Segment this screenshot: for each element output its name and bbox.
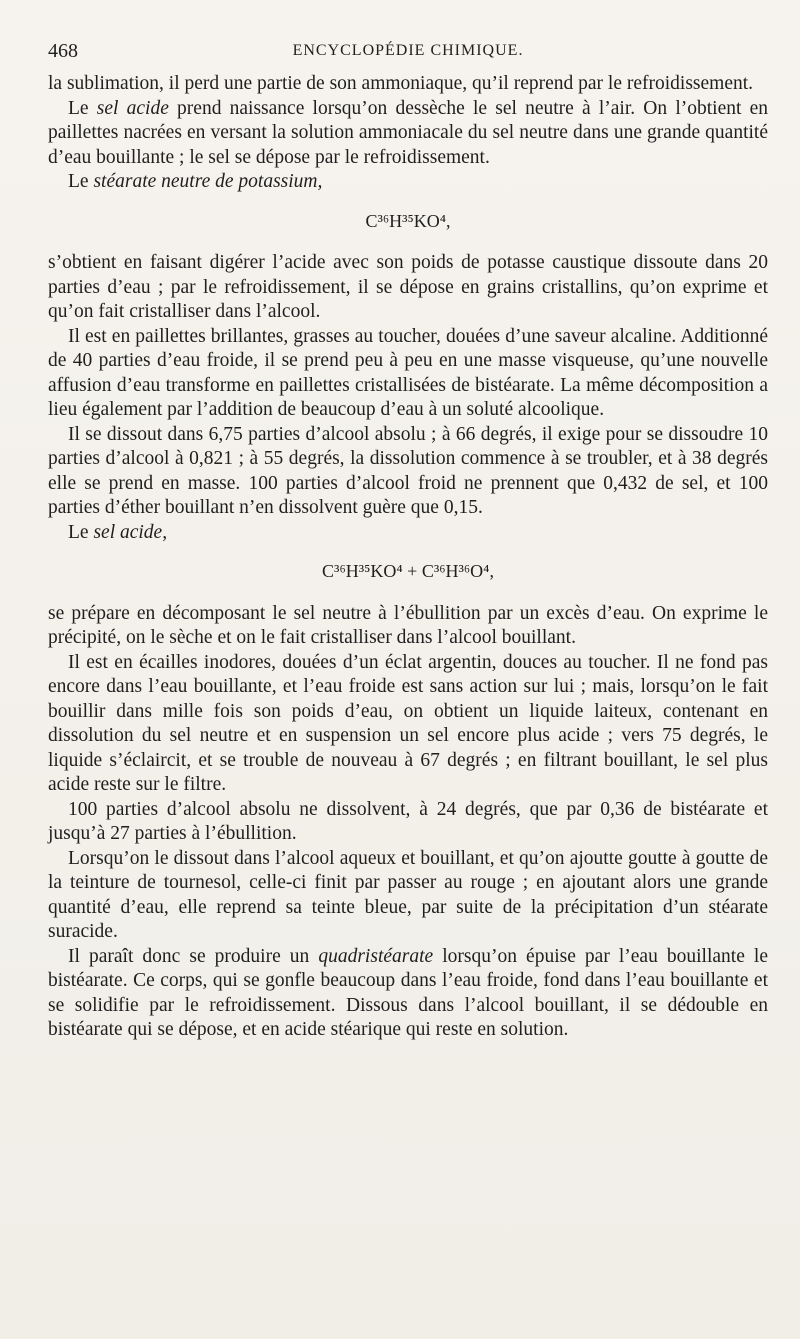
paragraph-sel-acide-heading: [48, 521, 768, 546]
paragraph-continuation: la sublimation, il perd une partie de son ammoniaque, qu’il reprend par le refroidissement.: [48, 73, 754, 94]
emphasis-term: sel acide: [96, 97, 169, 119]
paragraph-quadristearate: [48, 945, 768, 1043]
paragraph-acid-solubility: 100 parties d’alcool absolu ne dissolvent, à 24 degrés, que par 0,36 de bistéarate et jusqu’à 27 parties à l’ébullition.: [48, 798, 768, 844]
chemical-formula-1: C³⁶H³⁵KO⁴,: [365, 210, 451, 231]
body-text: [48, 72, 768, 1043]
paragraph-sel-acide: [48, 97, 768, 171]
running-title: ENCYCLOPÉDIE CHIMIQUE.: [292, 42, 524, 59]
paragraph-solubility: Il se dissout dans 6,75 parties d’alcool absolu ; à 66 degrés, il exige pour se dissoudre 10 parties d’alcool à 0,821 ; à 55 degrés, la dissolution commence à se troubler, et à 38 degrés elle se prend en masse. 100 parties d’alcool froid ne prennent que 0,432 de sel, et 100 parties d’éther bouillant n’en dissolvent guère que 0,15.: [48, 423, 768, 518]
paragraph-properties: Il est en paillettes brillantes, grasses au toucher, douées d’une saveur alcaline. Additionné de 40 parties d’eau froide, il se prend peu à peu en une masse visqueuse, qu’une nouvelle affusion d’eau transforme en paillettes cristallisées de bistéarate. La même décomposition a lieu également par l’addition de beaucoup d’eau à un soluté alcoolique.: [48, 325, 768, 420]
text-run: Le: [68, 171, 94, 192]
emphasis-term: sel acide,: [93, 521, 168, 543]
page-header: [48, 40, 768, 68]
text-run: lorsqu’on épuise par l’eau bouillante le bistéarate. Ce corps, qui se gonfle beaucoup dans l’eau froide, fond dans l’eau bouillante et se solidifie par le refroidissement. Dissous dans l’alcool bouillant, il se dédouble en bistéarate qui se dépose, et en acide stéarique qui reste en solution.: [48, 945, 768, 1040]
page-number: 468: [48, 40, 78, 62]
chemical-formula-2: C³⁶H³⁵KO⁴ + C³⁶H³⁶O⁴,: [322, 561, 494, 581]
text-run: Il paraît donc se produire un: [68, 945, 319, 967]
text-run: Le: [68, 97, 97, 119]
text-run: Le: [68, 521, 94, 543]
emphasis-term: stéarate neutre de potassium,: [93, 171, 323, 192]
paragraph-acid-properties: Il est en écailles inodores, douées d’un éclat argentin, douces au toucher. Il ne fond pas encore dans l’eau bouillante, et l’eau froide est sans action sur lui ; mais, lorsqu’on le fait bouillir dans mille fois son poids d’eau, on obtient un liquide laiteux, contenant en dissolution du sel neutre et en suspension un sel encore plus acide ; vers 75 degrés, le liquide s’éclaircit, et se trouble de nouveau à 67 degrés ; en filtrant bouillant, le sel plus acide reste sur le filtre.: [48, 651, 768, 795]
paragraph-litmus: Lorsqu’on le dissout dans l’alcool aqueux et bouillant, et qu’on ajoutte goutte à goutte de la teinture de tournesol, celle-ci finit par passer au rouge ; en ajoutant alors une grande quantité d’eau, elle reprend sa teinte bleue, par suite de la précipitation d’un stéarate suracide.: [48, 847, 768, 942]
text-run: prend naissance lorsqu’on dessèche le sel neutre à l’air. On l’obtient en paillettes nacrées en versant la solution ammoniacale du sel neutre dans une grande quantité d’eau bouillante ; le sel se dépose par le refroidissement.: [48, 97, 768, 168]
paragraph-stearate-heading: [48, 170, 768, 195]
emphasis-term: quadristéarate: [318, 945, 434, 967]
paragraph-acid-preparation: se prépare en décomposant le sel neutre à l’ébullition par un excès d’eau. On exprime le précipité, on le sèche et on le fait cristalliser dans l’alcool bouillant.: [48, 602, 768, 648]
paragraph-preparation: s’obtient en faisant digérer l’acide avec son poids de potasse caustique dissoute dans 20 parties d’eau ; par le refroidissement, il se dépose en grains cristallins, qu’on exprime et qu’on fait cristalliser dans l’alcool.: [48, 252, 768, 322]
